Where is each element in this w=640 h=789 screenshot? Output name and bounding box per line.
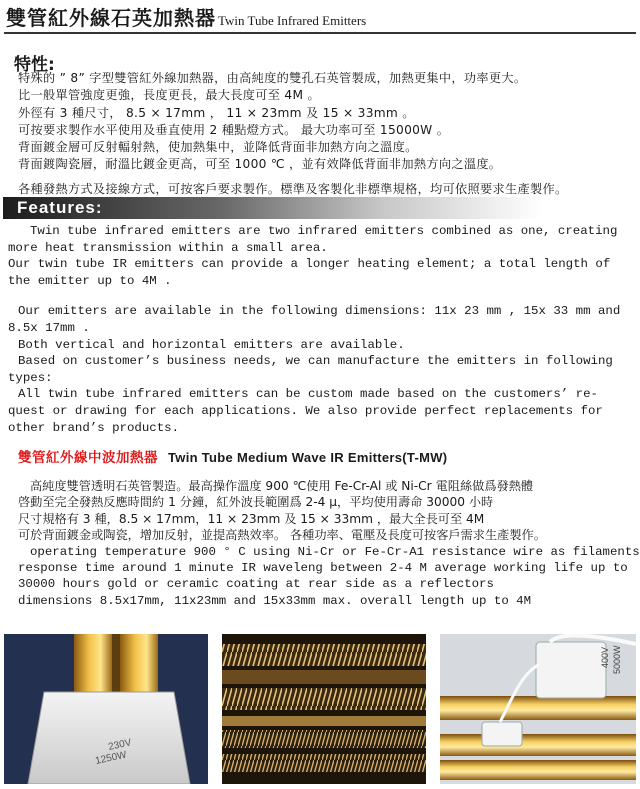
mw-line-en: operating temperature 900 ° C using Ni-Cr or Fe-Cr-A1 resistance wire as filaments (30, 544, 640, 559)
spec-line: 特殊的 ” 8” 字型雙管紅外線加熱器，由高純度的雙孔石英管製成，加熱更集中，功率更大。 (18, 71, 527, 85)
spec-note: 各種發熱方式及接線方式，可按客戶要求製作。標準及客製化非標準規格，均可依照要求生產製作。 (18, 181, 568, 196)
spec-line: 可按要求製作水平使用及垂直使用 2 種點燈方式。 最大功率可至 15000W 。 (18, 122, 450, 137)
medium-wave-title (18, 446, 447, 466)
spec-line: 外徑有 3 種尺寸， 8.5 × 17mm ， 11 × 23mm 及 15 × 33mm 。 (18, 105, 415, 120)
cap-power-label: 1250W (94, 749, 128, 767)
spec-line: 背面鍍陶瓷層，耐溫比鍍金更高，可至 1000 ℃ ，並有效降低背面非加熱方向之溫度。 (18, 157, 502, 172)
feature-paragraph: Twin tube infrared emitters are two infrared emitters combined as one, creating more heat transmission within a small area. (8, 224, 618, 255)
title-chinese: 雙管紅外線石英加熱器 (6, 6, 216, 30)
header-divider (4, 32, 636, 34)
features-banner (3, 197, 637, 219)
mw-line-zh: 可於背面鍍金或陶瓷，增加反射，並提高熱效率。 各種功率、電壓及長度可按客戶需求生產製作。 (18, 528, 546, 543)
spec-line: 背面鍍金層可反射輻射熱，使加熱集中，並降低背面非加熱方向之溫度。 (18, 140, 418, 155)
feature-paragraph: Our emitters are available in the following dimensions: 11x 23 mm , 15x 33 mm and 8.5x 17mm . (8, 304, 621, 335)
mw-line-en: 30000 hours gold or ceramic coating at rear side as a reflectors (18, 577, 494, 592)
cap-voltage-label: 400V (600, 646, 610, 668)
specs-chinese (18, 70, 633, 198)
mw-line-en: response time around 1 minute IR waveleng between 2-4 M average working life up to (18, 561, 628, 576)
mw-line-zh: 啓動至完全發熱反應時間約 1 分鐘，紅外波長範圍爲 2-4 μ，平均使用壽命 30000 小時 (18, 495, 494, 510)
medium-wave-specs (18, 478, 640, 609)
spec-line: 比一般單管強度更強，長度更長，最大長度可至 4M 。 (18, 88, 320, 103)
feature-paragraph: Our twin tube IR emitters can provide a longer heating element; a total length of the emitter up to 4M . (8, 257, 611, 288)
mw-line-zh: 尺寸規格有 3 種，8.5 × 17mm，11 × 23mm 及 15 × 33mm ，最大全長可至 4M (18, 511, 485, 526)
ceramic-cap-illustration (4, 634, 208, 784)
feature-paragraph: All twin tube infrared emitters can be custom made based on the customers’ re- quest or drawing for each applications. We also provide perfect replacements for other brand’s products. (8, 387, 603, 435)
medium-wave-title-english: Twin Tube Medium Wave IR Emitters(T-MW) (168, 450, 448, 465)
feature-paragraph: Both vertical and horizontal emitters are available. (18, 337, 405, 352)
cap-power-label: 5000W (612, 645, 622, 674)
page-header (6, 2, 636, 31)
title-english: Twin Tube Infrared Emitters (218, 13, 367, 28)
specs-heading: 特性: (14, 55, 55, 75)
filament-illustration (222, 634, 426, 784)
mw-line-en: dimensions 8.5x17mm, 11x23mm and 15x33mm max. overall length up to 4M (18, 593, 532, 608)
product-photo-gold-tubes (440, 634, 636, 784)
cap-voltage-label: 230V (107, 737, 133, 753)
product-photo-ceramic-cap (4, 634, 208, 784)
product-photo-filament (222, 634, 426, 784)
mw-line-zh: 高純度雙管透明石英管製造。最高操作溫度 900 ℃使用 Fe-Cr-Al 或 Ni-Cr 電阻絲做爲發熱體 (30, 479, 534, 493)
gold-tubes-illustration (440, 634, 636, 784)
features-heading: Features: (17, 198, 103, 217)
features-english (8, 223, 633, 436)
medium-wave-title-chinese: 雙管紅外線中波加熱器 (18, 450, 158, 466)
feature-paragraph: Based on customer’s business needs, we can manufacture the emitters in following types: (8, 354, 613, 385)
